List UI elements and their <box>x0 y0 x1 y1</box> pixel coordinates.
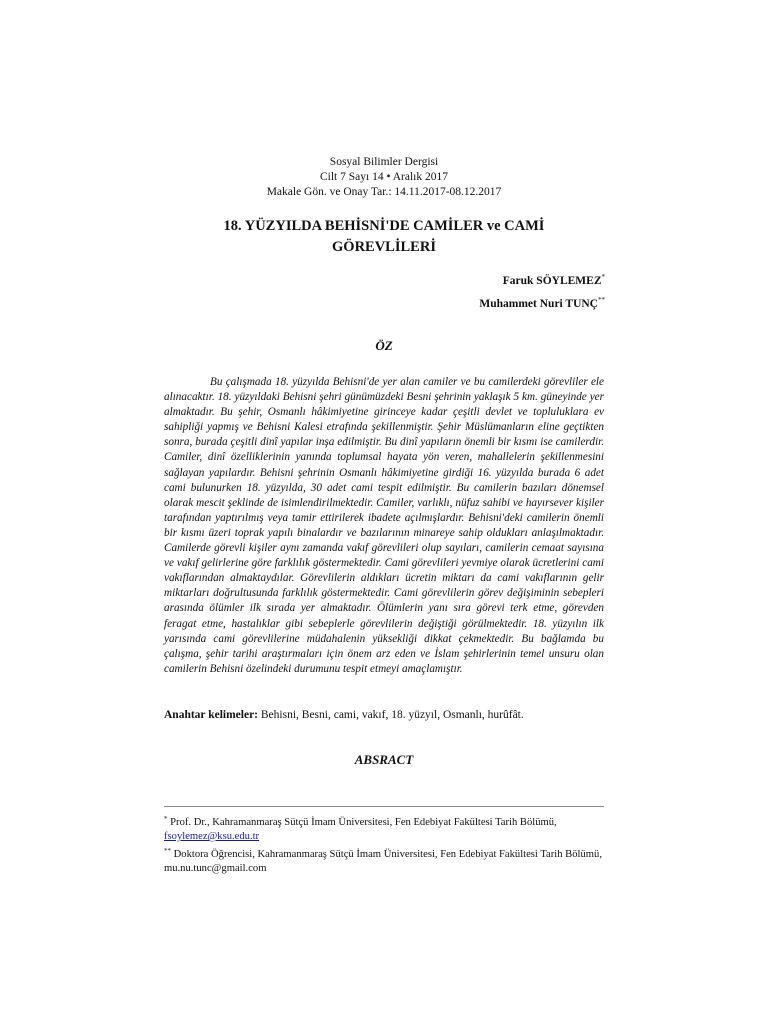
author-email-link[interactable]: fsoylemez@ksu.edu.tr <box>164 831 260 842</box>
author-name: Muhammet Nuri TUNÇ <box>479 298 598 310</box>
abstract-body: Bu çalışmada 18. yüzyılda Behisni'de yer alan camiler ve bu camilerdeki görevliler ele alınacaktır. 18. yüzyıldaki Behisni şehri günümüzdeki Besni şehrinin yaklaşık 5 km. güneyinde yer almaktadır. Bu şehir, Osmanlı hâkimiyetine girinceye kadar çeşitli devlet ve topluluklara ev sahipliği yapmış ve Behisni Kalesi etrafında şekillenmiştir. Şehir Müslümanların eline geçtikten sonra, burada çeşitli dinî yapılar inşa edilmiştir. Bu dinî yapıların önemli bir kısmı ise camilerdir. Camiler, dinî özelliklerinin yanında toplumsal hayata yön veren, mahallelerin şekillenmesini sağlayan yapılardır. Behisni şehrinin Osmanlı hâkimiyetine girdiği 16. yüzyılda burada 6 adet cami bulunurken 18. yüzyılda, 30 adet cami tespit edilmiştir. Bu camilerin bazıları dönemsel olarak mescit şeklinde de isimlendirilmektedir. Camiler, varlıklı, nüfuz sahibi ve hayırsever kişiler tarafından yaptırılmış veya tamir ettirilerek ibadete açılmışlardır. Behisni'deki camilerin önemli bir kısmı üzeri toprak yapılı binalardır ve bazılarının minareye sahip oldukları anlaşılmaktadır. Camilerde görevli kişiler aynı zamanda vakıf görevlileri olup sayıları, camilerin cemaat sayısına ve vakıf gelirlerine göre farklılık göstermektedir. Cami görevlileri yevmiye olarak ücretlerini cami vakıflarından almaktaydılar. Görevlilerin aldıkları ücretin miktarı da cami vakıflarının gelir miktarları doğrultusunda farklılık göstermektedir. Cami görevlilerin görev değişiminin sebepleri arasında ölümler ilk sırada yer almaktadır. Ölümlerin yanı sıra görevi terk etme, görevden feragat etme, hastalıklar gibi sebeplerle görevlilerin değiştiği görülmektedir. 18. yüzyılın ilk yarısında cami görevlilerine müdahalenin yüksekliği dikkat çekmektedir. Bu bağlamda bu çalışma, şehir tarihi araştırmaları için önem arz eden ve İslam şehirlerinin temel unsuru olan camilerin Behisni özelindeki durumunu tespit etmeyi amaçlamıştır. <box>164 376 604 675</box>
author-footnote-mark[interactable]: * <box>601 273 605 281</box>
article-title <box>150 216 618 258</box>
keywords-label: Anahtar kelimeler: <box>164 709 259 721</box>
journal-header <box>0 155 768 200</box>
journal-issue: Cilt 7 Sayı 14 • Aralık 2017 <box>320 171 448 183</box>
keywords-text: Behisni, Besni, cami, vakıf, 18. yüzyıl, Osmanlı, hurûfât. <box>260 709 524 721</box>
oz-heading: ÖZ <box>375 338 393 353</box>
author-2 <box>479 291 605 314</box>
footnotes <box>164 812 604 876</box>
title-line-2: GÖREVLİLERİ <box>332 239 436 255</box>
author-footnote-mark[interactable]: ** <box>598 296 605 304</box>
submission-dates: Makale Gön. ve Onay Tar.: 14.11.2017-08.12.2017 <box>266 186 502 198</box>
footnote-text: Doktora Öğrencisi, Kahramanmaraş Sütçü İmam Üniversitesi, Fen Edebiyat Fakültesi Tarih Bölümü, mu.nu.tunc@gmail.com <box>164 849 602 874</box>
author-name: Faruk SÖYLEMEZ <box>502 275 602 287</box>
author-1 <box>479 268 605 291</box>
footnote-1 <box>164 812 604 844</box>
title-line-1: 18. YÜZYILDA BEHİSNİ'DE CAMİLER ve CAMİ <box>223 218 545 234</box>
keywords-line <box>164 708 604 723</box>
footnote-2 <box>164 844 604 876</box>
author-list <box>479 268 605 314</box>
footnote-divider <box>164 806 604 807</box>
absract-heading: ABSRACT <box>354 752 414 767</box>
footnote-mark: * <box>164 815 168 823</box>
footnote-mark: ** <box>164 847 171 855</box>
footnote-text: Prof. Dr., Kahramanmaraş Sütçü İmam Üniversitesi, Fen Edebiyat Fakültesi Tarih Bölümü, <box>170 817 557 828</box>
journal-name: Sosyal Bilimler Dergisi <box>329 156 439 168</box>
